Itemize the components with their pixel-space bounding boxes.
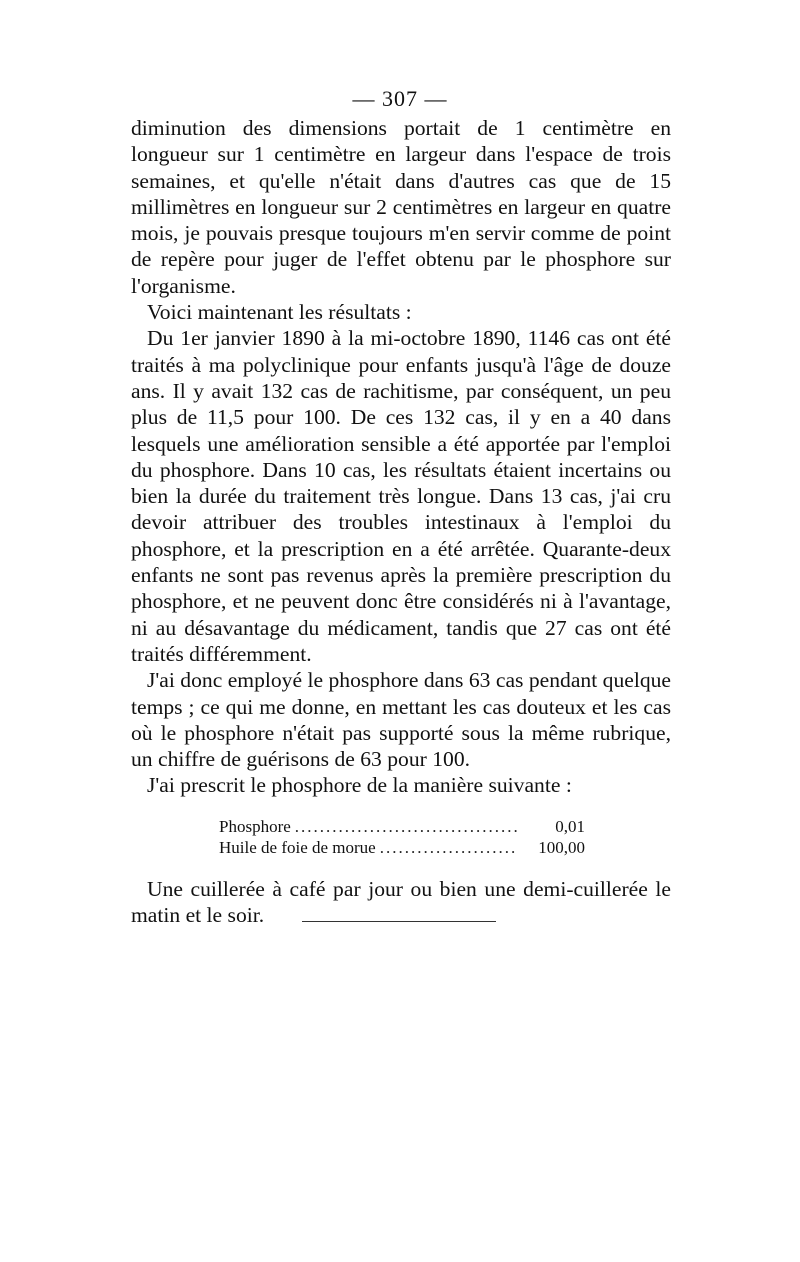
dot-leader (380, 837, 517, 858)
formula-row-huile (219, 837, 585, 858)
paragraph-prescription-intro: J'ai prescrit le phosphore de la manière suivante : (147, 773, 572, 798)
dot-leader (295, 816, 517, 837)
body-text (131, 115, 671, 928)
formula-ingredient: Huile de foie de morue (219, 837, 376, 857)
paragraph-results: Du 1er janvier 1890 à la mi-octobre 1890, 1146 cas ont été traités à ma polyclinique pour enfants jusqu'à l'âge de douze ans. Il y avait 132 cas de rachitisme, par conséquent, un peu plus de 11,5 pour 100. De ces 132 cas, il y en a 40 dans lesquels une amélioration sensible a été apportée par l'emploi du phosphore. Dans 10 cas, les résultats étaient incertains ou bien la durée du traitement très longue. Dans 13 cas, j'ai cru devoir attribuer des troubles intestinaux à l'emploi du phosphore, et la prescription en a été arrêtée. Quarante-deux enfants ne sont pas revenus après la première prescription du phosphore, et ne peuvent donc être considérés ni à l'avantage, ni au désavantage du médicament, tandis que 27 cas ont été traités différemment. (131, 326, 671, 666)
formula-row-phosphore (219, 816, 585, 837)
page-number: — 307 — (352, 86, 448, 111)
paragraph-phosphorus-use: J'ai donc employé le phosphore dans 63 cas pendant quelque temps ; ce qui me donne, en mettant les cas douteux et les cas où le phosphore n'était pas supporté sous la même rubrique, un chiffre de guérisons de 63 pour 100. (131, 668, 671, 772)
paragraph-dosage: Une cuillerée à café par jour ou bien une demi-cuillerée le matin et le soir. (131, 876, 671, 928)
formula-quantity: 0,01 (555, 816, 585, 836)
paragraph-results-intro: Voici maintenant les résultats : (147, 300, 412, 325)
end-rule (302, 921, 496, 922)
prescription-formula (219, 816, 585, 858)
formula-quantity: 100,00 (538, 837, 585, 857)
formula-ingredient: Phosphore (219, 816, 291, 836)
paragraph-continuation: diminution des dimensions portait de 1 centimètre en longueur sur 1 centimètre en largeur dans l'espace de trois semaines, et qu'elle n'était dans d'autres cas que de 15 millimètres en longueur sur 2 centimètres en largeur en quatre mois, je pouvais presque toujours m'en servir comme de point de repère pour juger de l'effet obtenu par le phosphore sur l'organisme. (131, 116, 671, 298)
